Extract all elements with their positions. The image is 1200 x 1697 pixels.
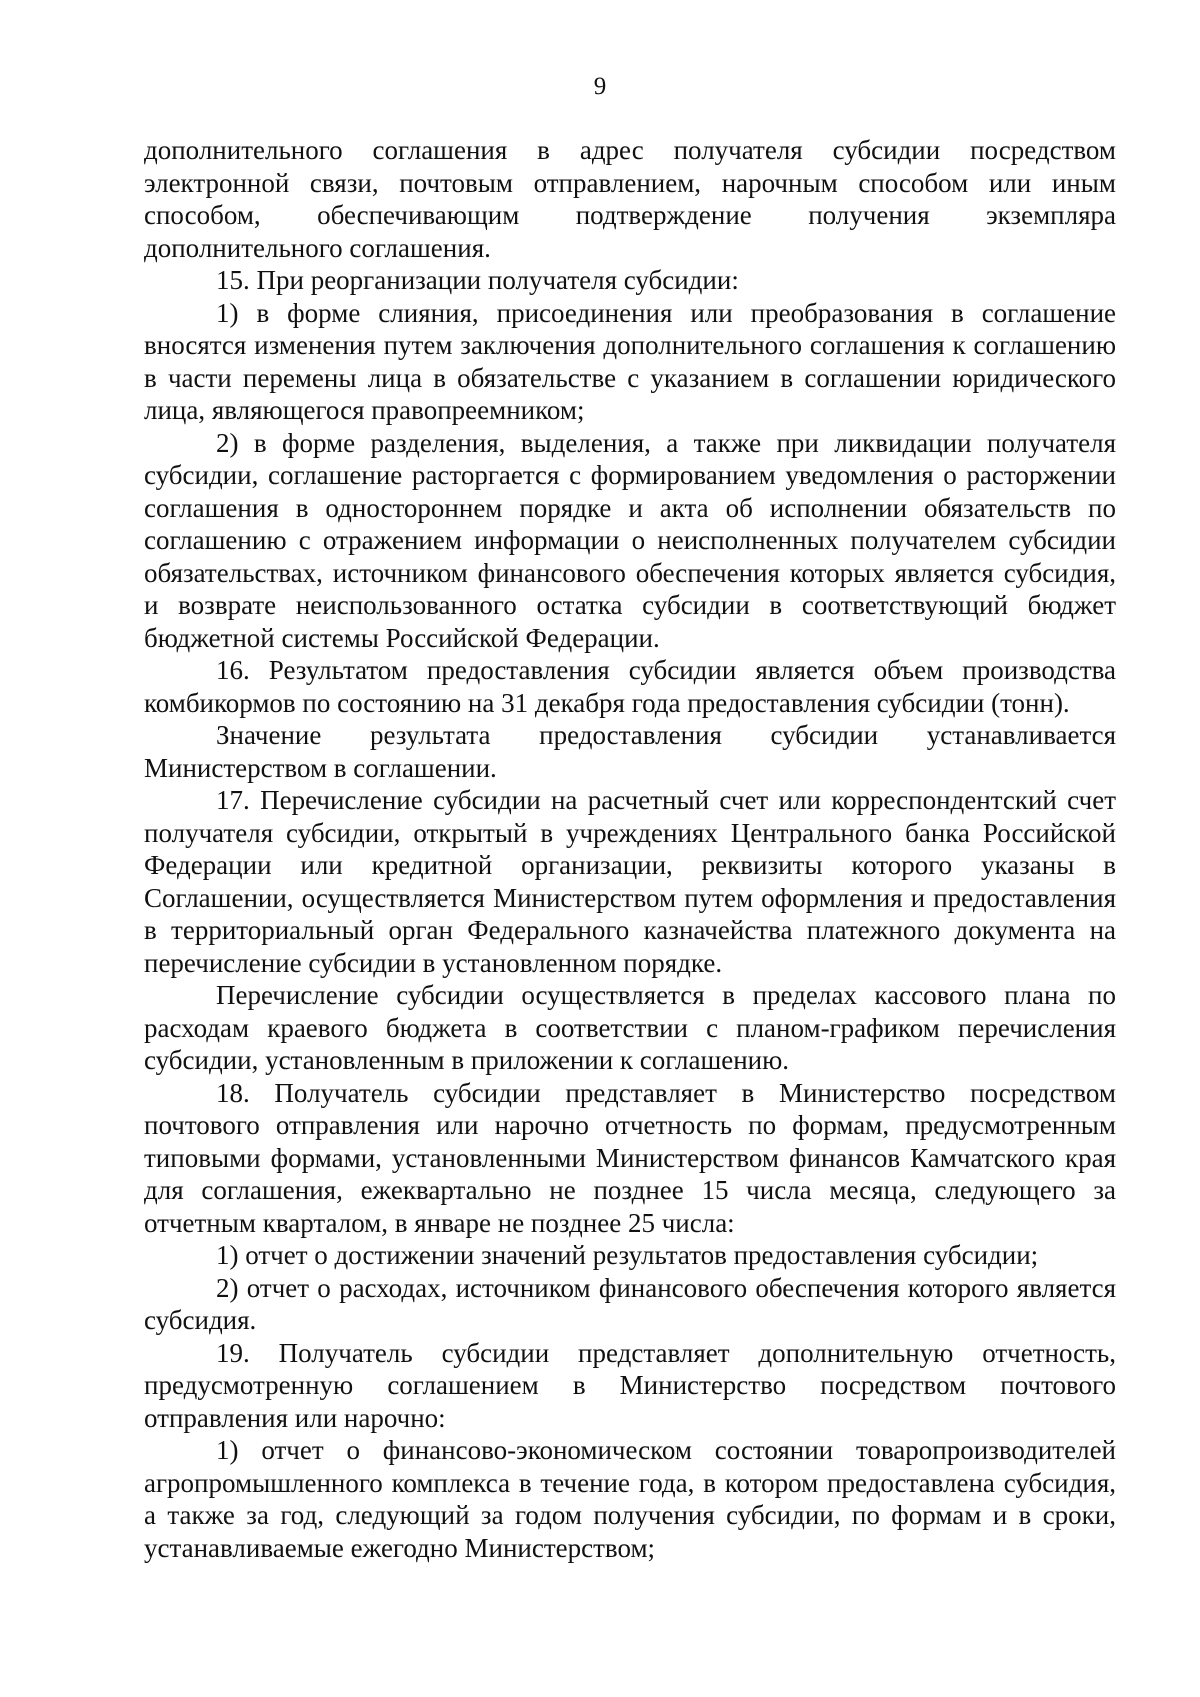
page-number: 9	[593, 73, 607, 100]
paragraph-item-15: 15. При реорганизации получателя субсидии:	[216, 265, 739, 295]
paragraph-item-17: 17. Перечисление субсидии на расчетный счет или корреспондентский счет получателя субсидии, открытый в учреждениях Центрального банка Российской Федерации или кредитной организации, реквизиты которого указаны в Соглашении, осуществляется Министерством путем оформления и предоставления в территориальный орган Федерального казначейства платежного документа на перечисление субсидии в установленном порядке.	[144, 785, 1116, 978]
document-body	[144, 134, 1116, 1564]
paragraph-continuation: дополнительного соглашения в адрес получателя субсидии посредством электронной связи, почтовым отправлением, нарочным способом или иным способом, обеспечивающим подтверждение получения экземпляра дополнительного соглашения.	[144, 135, 1116, 263]
paragraph-item-18: 18. Получатель субсидии представляет в Министерство посредством почтового отправления или нарочно отчетность по формам, предусмотренным типовыми формами, установленными Министерством финансов Камчатского края для соглашения, ежеквартально не позднее 15 числа месяца, следующего за отчетным кварталом, в январе не позднее 25 числа:	[144, 1077, 1116, 1238]
paragraph-item-17-transfer: Перечисление субсидии осуществляется в пределах кассового плана по расходам краевого бюджета в соответствии с планом-графиком перечисления субсидии, установленным в приложении к соглашению.	[144, 980, 1116, 1075]
paragraph-item-18-2: 2) отчет о расходах, источником финансового обеспечения которого является субсидия.	[144, 1272, 1116, 1335]
paragraph-item-19-1: 1) отчет о финансово-экономическом состоянии товаропроизводителей агропромышленного комплекса в течение года, в котором предоставлена субсидия, а также за год, следующий за годом получения субсидии, по формам и в сроки, устанавливаемые ежегодно Министерством;	[144, 1435, 1116, 1563]
paragraph-item-16-value: Значение результата предоставления субсидии устанавливается Министерством в соглашении.	[144, 720, 1116, 783]
paragraph-item-15-1: 1) в форме слияния, присоединения или преобразования в соглашение вносятся изменения путем заключения дополнительного соглашения к соглашению в части перемены лица в обязательстве с указанием в соглашении юридического лица, являющегося правопреемником;	[144, 297, 1116, 425]
paragraph-item-16: 16. Результатом предоставления субсидии является объем производства комбикормов по состоянию на 31 декабря года предоставления субсидии (тонн).	[144, 655, 1116, 718]
paragraph-item-19: 19. Получатель субсидии представляет дополнительную отчетность, предусмотренную соглашением в Министерство посредством почтового отправления или нарочно:	[144, 1337, 1116, 1433]
paragraph-item-18-1: 1) отчет о достижении значений результатов предоставления субсидии;	[216, 1240, 1039, 1270]
paragraph-item-15-2: 2) в форме разделения, выделения, а также при ликвидации получателя субсидии, соглашение расторгается с формированием уведомления о расторжении соглашения в одностороннем порядке и акта об исполнении обязательств по соглашению с отражением информации о неисполненных получателем субсидии обязательствах, источником финансового обеспечения которых является субсидия, и возврате неиспользованного остатка субсидии в соответствующий бюджет бюджетной системы Российской Федерации.	[144, 427, 1116, 653]
